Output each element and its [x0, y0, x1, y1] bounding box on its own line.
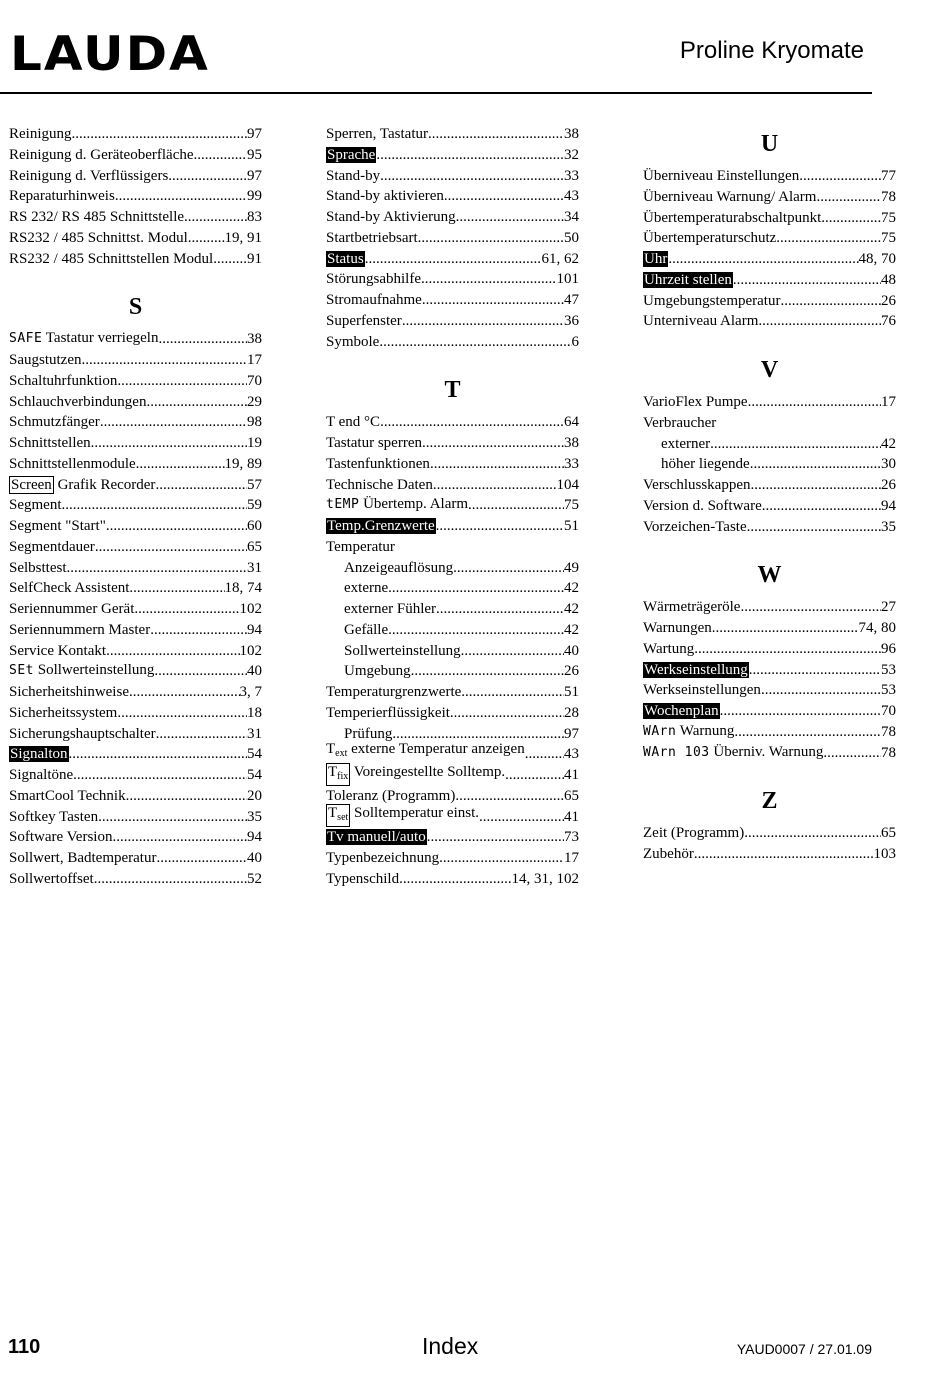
index-entry: Startbetriebsart ..... 50 [326, 228, 579, 249]
index-entry: Schnittstellenmodule ..... 19, 89 [9, 454, 262, 475]
menu-label: Uhr [644, 251, 668, 267]
index-entry: Screen Grafik Recorder ..... 57 [9, 475, 262, 496]
index-entry: Stand-by ..... 33 [326, 166, 579, 187]
index-entry: $T_{ext}$ externe Temperatur anzeigen ..... 43 [326, 744, 579, 765]
index-entry: Reparaturhinweis ..... 99 [9, 186, 262, 207]
index-entry: Seriennummer Gerät ..... 102 [9, 599, 262, 620]
index-entry: tEMP Übertemp. Alarm ..... 75 [326, 495, 579, 516]
index-entry: Werkseinstellung ..... 53 [643, 660, 896, 681]
index-entry: Signaltöne ..... 54 [9, 765, 262, 786]
index-entry: Warnungen ..... 74, 80 [643, 618, 896, 639]
index-entry: Sprache ..... 32 [326, 145, 579, 166]
section-letter-t: T [444, 377, 461, 404]
index-entry: Überniveau Warnung/ Alarm ..... 78 [643, 187, 896, 208]
footer-title: Index [422, 1333, 479, 1359]
index-subentry: externer Fühler ..... 42 [326, 599, 579, 620]
menu-label: Wochenplan [644, 703, 719, 719]
index-entry: Uhr ..... 48, 70 [643, 249, 896, 270]
section-letter-u: U [760, 131, 779, 157]
index-entry: Sicherheitssystem ..... 18 [9, 703, 262, 724]
menu-label: Status [327, 250, 364, 267]
index-entry: SmartCool Technik ..... 20 [9, 786, 262, 807]
index-entry: Zeit (Programm) ..... 65 [643, 823, 896, 844]
index-entry: Unterniveau Alarm ..... 76 [643, 311, 896, 332]
index-entry: Umgebungstemperatur ..... 26 [643, 291, 896, 312]
menu-label: Uhrzeit stellen [644, 271, 732, 288]
index-entry: $T_{fix}$ Voreingestellte Solltemp. ..... 41 [326, 765, 579, 786]
display-code: tEMP [326, 497, 360, 513]
index-entry: Verbraucher [643, 414, 717, 431]
index-column-1 [9, 124, 262, 890]
product-title: Proline Kryomate [679, 37, 864, 64]
index-subentry: Umgebung ..... 26 [326, 661, 579, 682]
softkey-label: $T_{set}$ [326, 804, 350, 827]
index-entry: SAFE Tastatur verriegeln ..... 38 [9, 329, 262, 350]
document-reference: YAUD0007 / 27.01.09 [736, 1341, 872, 1357]
index-entry: Wartung ..... 96 [643, 639, 896, 660]
index-entry: Seriennummern Master ..... 94 [9, 620, 262, 641]
index-entry: Übertemperaturabschaltpunkt ..... 75 [643, 208, 896, 229]
index-entry: Stromaufnahme ..... 47 [326, 290, 579, 311]
index-entry: Status ..... 61, 62 [326, 249, 579, 270]
index-entry: T end °C ..... 64 [326, 412, 579, 433]
index-entry: Schlauchverbindungen ..... 29 [9, 392, 262, 413]
index-entry: Temperatur [326, 538, 395, 555]
section-letter-z: Z [761, 788, 778, 815]
index-entry: RS 232/ RS 485 Schnittstelle ..... 83 [9, 207, 262, 228]
index-entry: Stand-by Aktivierung ..... 34 [326, 207, 579, 228]
index-entry: Reinigung ..... 97 [9, 124, 262, 145]
menu-label: Sprache [327, 146, 376, 163]
index-entry: Sperren, Tastatur ..... 38 [326, 124, 579, 145]
index-column-3 [643, 122, 896, 865]
index-entry: Tastenfunktionen ..... 33 [326, 454, 579, 475]
index-entry: Segment ..... 59 [9, 495, 262, 516]
index-entry: Typenbezeichnung ..... 17 [326, 848, 579, 869]
index-entry: Tastatur sperren ..... 38 [326, 433, 579, 454]
section-letter-s: S [128, 294, 143, 321]
index-entry: Sollwertoffset ..... 52 [9, 869, 262, 890]
index-entry: Verschlusskappen ..... 26 [643, 475, 896, 496]
index-entry: Schmutzfänger ..... 98 [9, 412, 262, 433]
index-entry: Temperaturgrenzwerte ..... 51 [326, 682, 579, 703]
index-subentry: höher liegende ..... 30 [643, 454, 896, 475]
display-code: SEt [9, 663, 34, 679]
index-entry: WArn Warnung ..... 78 [643, 722, 896, 743]
index-entry: Temperierflüssigkeit ..... 28 [326, 703, 579, 724]
index-entry: Version d. Software ..... 94 [643, 496, 896, 517]
index-entry: Service Kontakt ..... 102 [9, 641, 262, 662]
menu-label: Tv manuell/auto [327, 829, 426, 846]
index-subentry: Gefälle ..... 42 [326, 620, 579, 641]
index-entry: Schnittstellen ..... 19 [9, 433, 262, 454]
index-entry: SEt Sollwerteinstellung ..... 40 [9, 661, 262, 682]
index-entry: Werkseinstellungen ..... 53 [643, 680, 896, 701]
index-entry: Temp.Grenzwerte ..... 51 [326, 516, 579, 537]
index-entry: Sollwert, Badtemperatur ..... 40 [9, 848, 262, 869]
index-entry: Wochenplan ..... 70 [643, 701, 896, 722]
index-entry: Überniveau Einstellungen ..... 77 [643, 166, 896, 187]
softkey-label: $T_{fix}$ [326, 763, 350, 786]
page-number: 110 [8, 1336, 41, 1358]
index-entry: Saugstutzen ..... 17 [9, 350, 262, 371]
index-column-2 [326, 124, 579, 890]
menu-label: Werkseinstellung [644, 661, 748, 678]
display-code: WArn [643, 723, 677, 739]
display-code: WArn 103 [643, 744, 710, 760]
index-subentry: Prüfung ..... 97 [326, 724, 579, 745]
index-entry: Wärmeträgeröle ..... 27 [643, 597, 896, 618]
index-entry: Übertemperaturschutz ..... 75 [643, 228, 896, 249]
index-entry: Typenschild ..... 14, 31, 102 [326, 869, 579, 890]
lauda-logo: LAUDA [10, 26, 210, 82]
index-entry: Segmentdauer ..... 65 [9, 537, 262, 558]
index-entry: Schaltuhrfunktion ..... 70 [9, 371, 262, 392]
index-entry: Softkey Tasten ..... 35 [9, 807, 262, 828]
menu-label: Signalton [10, 746, 68, 763]
index-entry: Signalton ..... 54 [9, 744, 262, 765]
page-header [0, 0, 872, 94]
index-entry: SelfCheck Assistent ..... 18, 74 [9, 578, 262, 599]
section-letter-w: W [757, 562, 782, 589]
index-entry: Tv manuell/auto ..... 73 [326, 827, 579, 848]
index-entry: Toleranz (Programm) ..... 65 [326, 786, 579, 807]
index-entry: RS232 / 485 Schnittst. Modul ..... 19, 91 [9, 228, 262, 249]
display-code: SAFE [9, 331, 43, 347]
index-entry: Sicherheitshinweise ..... 3, 7 [9, 682, 262, 703]
index-entry: Software Version ..... 94 [9, 827, 262, 848]
index-entry: Reinigung d. Geräteoberfläche ..... 95 [9, 145, 262, 166]
index-entry: $T_{set}$ Solltemperatur einst. ..... 41 [326, 807, 579, 828]
index-subentry: Anzeigeauflösung ..... 49 [326, 558, 579, 579]
index-subentry: externer ..... 42 [643, 434, 896, 455]
index-entry: Technische Daten ..... 104 [326, 475, 579, 496]
index-entry: Symbole ..... 6 [326, 332, 579, 353]
index-entry: RS232 / 485 Schnittstellen Modul ..... 91 [9, 249, 262, 270]
index-entry: Stand-by aktivieren ..... 43 [326, 186, 579, 207]
softkey-label: Screen [11, 476, 52, 493]
index-entry: VarioFlex Pumpe ..... 17 [643, 392, 896, 413]
index-entry: Sicherungshauptschalter ..... 31 [9, 724, 262, 745]
index-subentry: Sollwerteinstellung ..... 40 [326, 641, 579, 662]
index-entry: Uhrzeit stellen ..... 48 [643, 270, 896, 291]
index-entry: Segment "Start" ..... 60 [9, 516, 262, 537]
index-entry: WArn 103 Überniv. Warnung ..... 78 [643, 743, 896, 764]
index-entry: Superfenster ..... 36 [326, 311, 579, 332]
index-entry: Störungsabhilfe ..... 101 [326, 269, 579, 290]
index-subentry: externe ..... 42 [326, 578, 579, 599]
index-entry: Vorzeichen-Taste ..... 35 [643, 517, 896, 538]
index-entry: Zubehör ..... 103 [643, 844, 896, 865]
menu-label: Temp.Grenzwerte [327, 518, 435, 534]
section-letter-v: V [760, 357, 779, 383]
index-entry: Reinigung d. Verflüssigers ..... 97 [9, 166, 262, 187]
index-entry: Selbsttest ..... 31 [9, 558, 262, 579]
